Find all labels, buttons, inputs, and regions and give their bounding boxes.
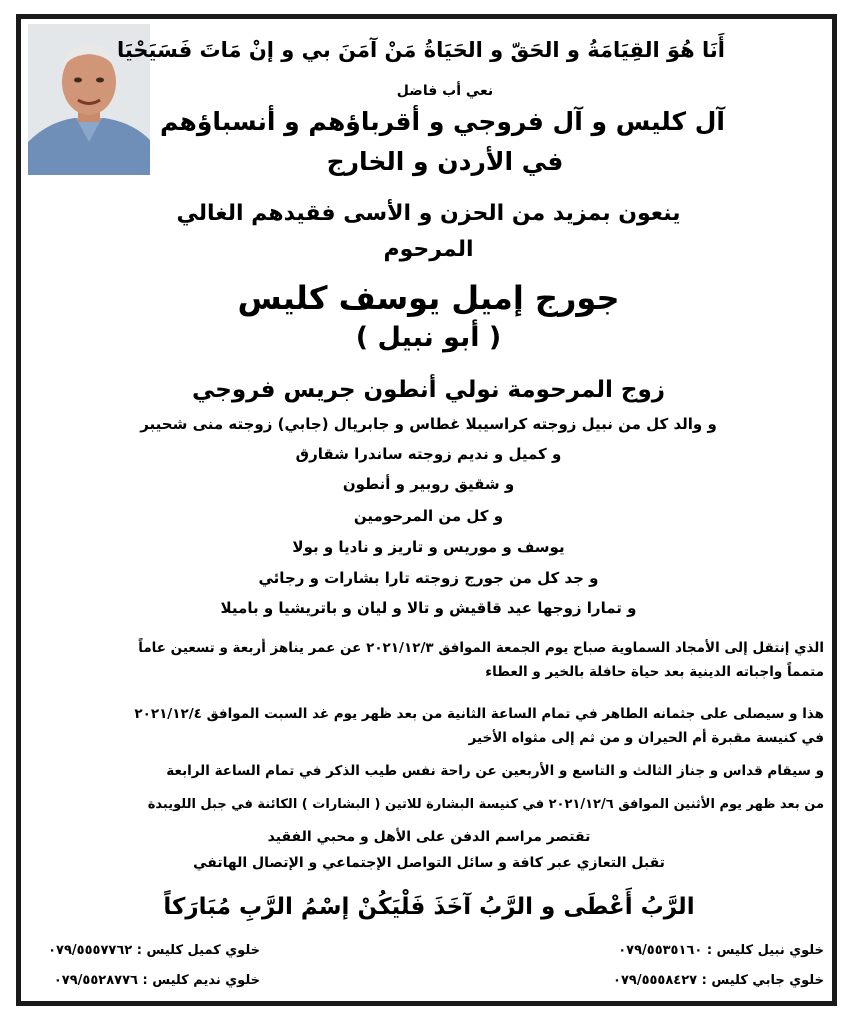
condolence-note: تقبل التعازي عبر كافة و سائل التواصل الإجتماعي و الإتصال الهاتفي	[193, 855, 665, 871]
phone-nabil: خلوي نبيل كليس : ٠٧٩/٥٥٣٥١٦٠	[618, 943, 824, 958]
burial-note: تقتصر مراسم الدفن على الأهل و محبي الفقيد	[267, 829, 591, 845]
relative-line-3: و شقيق روبير و أنطون	[342, 475, 515, 493]
relative-line-2: و كميل و نديم زوجته ساندرا شقارق	[295, 445, 562, 463]
spouse-line: زوج المرحومة نولي أنطون جريس فروجي	[191, 377, 666, 403]
verse-top: أَنَا هُوَ القِيَامَةُ و الحَقّ و الحَيَاةُ مَنْ آمَنَ بي و إنْ مَاتَ فَسَيَحْيَا	[116, 38, 725, 62]
phone-kamil: خلوي كميل كليس : ٠٧٩/٥٥٥٧٧٦٢	[48, 943, 260, 958]
deceased-name: جورج إميل يوسف كليس	[237, 279, 620, 317]
mass-line2: من بعد ظهر يوم الأثنين الموافق ٢٠٢١/١٢/٦ في كنيسة البشارة للاتين ( البشارات ) الكائنة في جبل اللويبدة	[147, 797, 824, 812]
deceased-kunya: ( أبو نبيل )	[355, 322, 502, 353]
phone-jabi: خلوي جابي كليس : ٠٧٩/٥٥٥٨٤٢٧	[613, 973, 824, 988]
deceased-title: المرحوم	[383, 237, 474, 262]
phone-nadim: خلوي نديم كليس : ٠٧٩/٥٥٢٨٧٧٦	[53, 973, 260, 988]
announcer: نعي أب فاضل	[396, 83, 494, 99]
death-line1: الذي إنتقل إلى الأمجاد السماوية صباح يوم الجمعة الموافق ٢٠٢١/١٢/٣ عن عمر يناهز أربعة و تسعين عاماً	[138, 640, 824, 656]
relative-line-1: و والد كل من نبيل زوجته كراسيبلا غطاس و جابريال (جابي) زوجته منى شحيبر	[140, 415, 717, 433]
relative-line-6: و جد كل من جورج زوجته تارا بشارات و رجائي	[258, 569, 599, 587]
relative-line-4: و كل من المرحومين	[353, 507, 504, 525]
verse-bottom: الرَّبُ أَعْطَى و الرَّبُ آخَذَ فَلْيَكُنْ إسْمُ الرَّبِ مُبَارَكاً	[163, 894, 695, 920]
families-line2: في الأردن و الخارج	[326, 147, 564, 176]
relative-line-5: يوسف و موريس و تاريز و ناديا و بولا	[292, 538, 565, 556]
funeral-line1: هذا و سيصلى على جثمانه الطاهر في تمام الساعة الثانية من بعد ظهر يوم غد السبت الموافق ٢٠٢١/١٢/٤	[134, 706, 824, 722]
relative-line-7: و تمارا زوجها عيد قاقيش و تالا و ليان و باتريشيا و باميلا	[220, 599, 637, 617]
death-line2: متمماً واجباته الدينية بعد حياة حافلة بالخير و العطاء	[485, 664, 824, 680]
mourning-line: ينعون بمزيد من الحزن و الأسى فقيدهم الغالي	[176, 201, 681, 226]
funeral-line2: في كنيسة مقبرة أم الحيران و من ثم إلى مثواه الأخير	[468, 730, 824, 746]
mass-line1: و سيقام قداس و جناز الثالث و التاسع و الأربعين عن راحة نفس طيب الذكر في تمام الساعة الرابعة	[166, 763, 824, 779]
families-line1: آل كليس و آل فروجي و أقرباؤهم و أنسباؤهم	[159, 107, 725, 136]
